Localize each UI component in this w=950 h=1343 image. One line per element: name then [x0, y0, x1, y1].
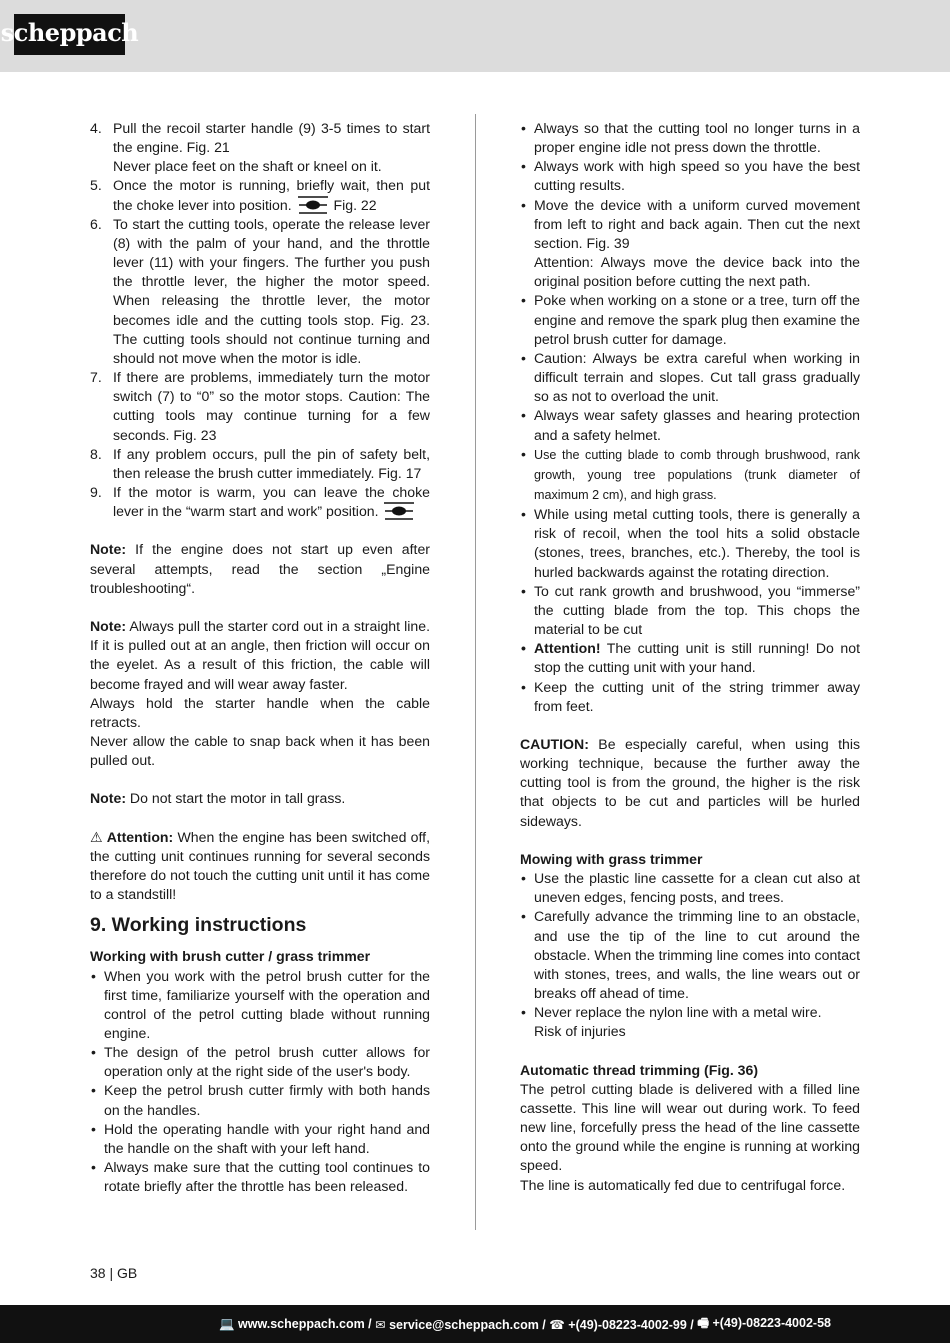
- page-number: 38 | GB: [90, 1265, 138, 1281]
- phone-number: ☎ +(49)-08223-4002-99 /: [549, 1317, 698, 1332]
- list-item: • The design of the petrol brush cutter allows for operation only at the right side of the user's body.: [91, 1044, 430, 1080]
- list-item: • Caution: Always be extra careful when working in difficult terrain and slopes. Cut tall grass gradually so as not to overload the unit.: [521, 349, 860, 405]
- list-item: • Attention! The cutting unit is still running! Do not stop the cutting unit with your hand.: [521, 640, 860, 676]
- list-item: • Carefully advance the trimming line to an obstacle, and use the tip of the line to cut around the obstacle. When the trimming line comes into contact with stones, trees, and walls, the line wears out or breaks off ahead of time.: [521, 908, 860, 1001]
- list-item: • Always wear safety glasses and hearing protection and a safety helmet.: [521, 407, 860, 443]
- note-paragraph: Note: Do not start the motor in tall grass.: [90, 790, 346, 807]
- list-item: • Never replace the nylon line with a metal wire. Risk of injuries: [521, 1004, 822, 1040]
- list-item: • Use the plastic line cassette for a clean cut also at uneven edges, fencing posts, and trees.: [521, 870, 860, 906]
- choke-icon: [384, 502, 414, 520]
- list-item: • When you work with the petrol brush cutter for the first time, familiarize yourself with the operation and control of the petrol cutting blade without running engine.: [91, 967, 430, 1041]
- list-item: • Always make sure that the cutting tool continues to rotate briefly after the throttle has been released.: [91, 1159, 430, 1195]
- left-column: [90, 119, 430, 1196]
- footer-bar: [0, 1305, 950, 1343]
- body-paragraph: The line is automatically fed due to centrifugal force.: [520, 1176, 846, 1193]
- right-column: [520, 119, 860, 1195]
- list-item: • Keep the cutting unit of the string trimmer away from feet.: [521, 678, 860, 714]
- note-paragraph: Note: Always pull the starter cord out in a straight line. If it is pulled out at an angle, then friction will occur on the eyelet. As a result of this friction, the cable will become frayed and will wear away faster.: [90, 618, 430, 692]
- list-item: • While using metal cutting tools, there is generally a risk of recoil, when the tool hits a solid obstacle (stones, trees, branches, etc.). Thereby, the tool is hurled backwards against the rotating direction.: [521, 506, 860, 580]
- list-item: • Move the device with a uniform curved movement from left to right and back again. Then cut the next section. Fig. 39 Attention: Always move the device back into the original position before cutting the next path.: [521, 196, 860, 290]
- list-item: • Poke when working on a stone or a tree, turn off the engine and remove the spark plug then examine the petrol brush cutter for damage.: [521, 292, 860, 347]
- list-item: • To cut rank growth and brushwood, you “immerse” the cutting blade from the top. This chops the material to be cut: [521, 582, 860, 638]
- body-paragraph: The petrol cutting blade is delivered with a filled line cassette. This line will wear out during work. To feed new line, forcefully press the head of the line cassette onto the ground while the engine is running at working speed.: [520, 1080, 860, 1174]
- fax-number: 🖷 +(49)-08223-4002-58: [697, 1315, 831, 1330]
- step-item: 7. If there are problems, immediately turn the motor switch (7) to “0” so the motor stops. Caution: The cutting tools may continue turning for a few seconds. Fig. 23: [90, 369, 430, 443]
- note-paragraph: Never allow the cable to snap back when it has been pulled out.: [90, 732, 430, 769]
- scheppach-logo: scheppach: [14, 14, 125, 55]
- subheading: Mowing with grass trimmer: [520, 850, 703, 867]
- note-paragraph: Always hold the starter handle when the cable retracts.: [90, 694, 430, 730]
- website-link[interactable]: 💻 www.scheppach.com /: [219, 1316, 376, 1331]
- step-item: 8. If any problem occurs, pull the pin of safety belt, then release the brush cutter immediately. Fig. 17: [90, 445, 430, 481]
- list-item: • Always work with high speed so you have the best cutting results.: [521, 158, 860, 194]
- step-item: 5. Once the motor is running, briefly wait, then put the choke lever into position. Fig. 22: [90, 177, 430, 213]
- note-paragraph: Note: If the engine does not start up even after several attempts, read the section „Engine troubleshooting“.: [90, 541, 430, 596]
- email-link[interactable]: ✉ service@scheppach.com /: [375, 1317, 550, 1332]
- list-item: • Use the cutting blade to comb through brushwood, rank growth, young tree populations (trunk diameter of maximum 2 cm), and high grass.: [521, 445, 860, 502]
- list-item: • Hold the operating handle with your right hand and the handle on the shaft with your left hand.: [91, 1120, 430, 1156]
- list-item: • Always so that the cutting tool no longer turns in a proper engine idle not press down the throttle.: [521, 120, 860, 156]
- subheading: Working with brush cutter / grass trimmer: [90, 948, 371, 965]
- column-divider: [475, 114, 476, 1230]
- caution-paragraph: CAUTION: Be especially careful, when using this working technique, because the further away the cutting tool is from the ground, the higher is the risk that objects to be cut and particles will be hurled sideways.: [520, 735, 860, 829]
- section-title: 9. Working instructions: [90, 914, 307, 937]
- step-item: 9. If the motor is warm, you can leave the choke lever in the “warm start and work” position.: [90, 483, 430, 520]
- header-bar: [0, 0, 950, 72]
- subheading: Automatic thread trimming (Fig. 36): [520, 1061, 759, 1078]
- step-item: 6. To start the cutting tools, operate the release lever (8) with the palm of your hand, and the throttle lever (11) with your fingers. The further you push the throttle lever, the higher the motor speed. When releasing the throttle lever, the motor becomes idle and the cutting tools stop. Fig. 23. The cutting tools should not continue turning and should not move when the motor is idle.: [90, 215, 430, 366]
- list-item: • Keep the petrol brush cutter firmly with both hands on the handles.: [91, 1082, 430, 1118]
- choke-icon: [298, 196, 328, 214]
- attention-paragraph: ⚠ Attention: When the engine has been switched off, the cutting unit continues running for several seconds therefore do not touch the cutting unit until it has come to a standstill!: [90, 828, 431, 903]
- step-item: 4. Pull the recoil starter handle (9) 3-5 times to start the engine. Fig. 21 Never place feet on the shaft or kneel on it.: [90, 120, 430, 175]
